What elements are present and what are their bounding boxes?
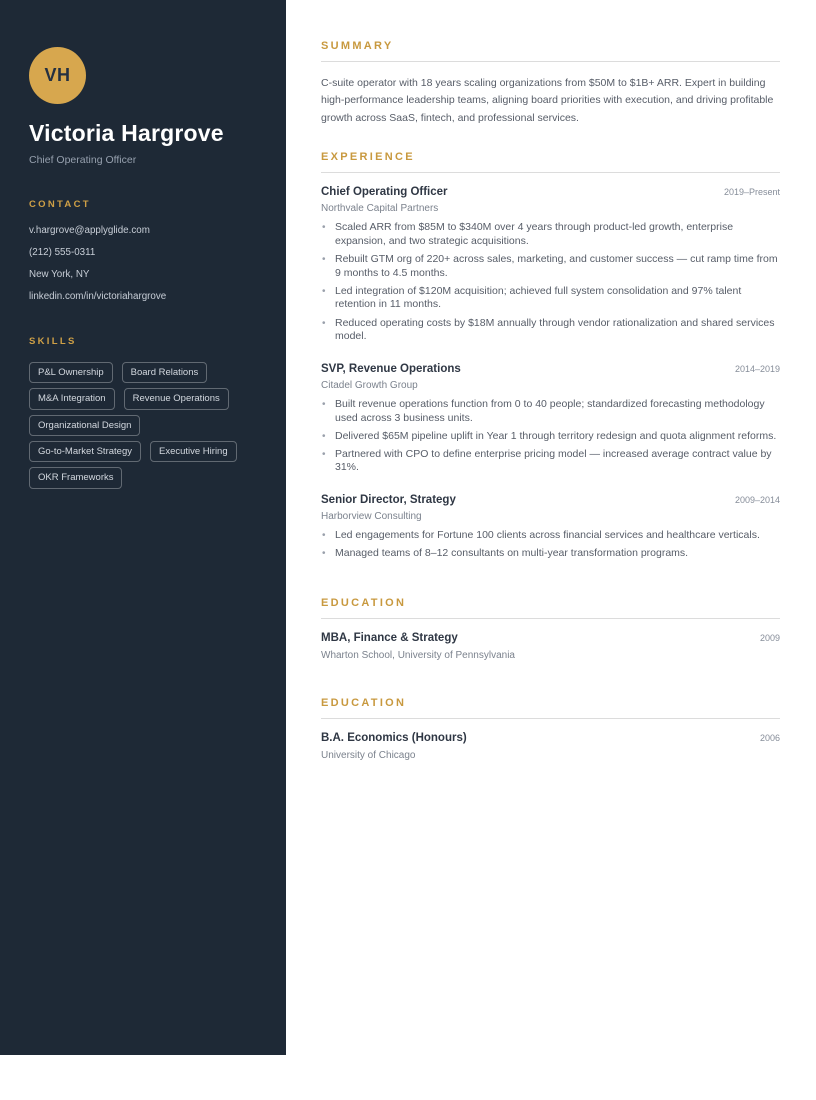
education-sections <box>321 597 780 761</box>
job-bullet: • Rebuilt GTM org of 220+ across sales, marketing, and customer success — cut ramp time from 9 months to 4.5 months. <box>321 253 780 280</box>
skill-chip: P&L Ownership <box>29 362 113 383</box>
job-header-row <box>321 494 780 506</box>
job-company: Citadel Growth Group <box>321 379 418 391</box>
summary-text: C-suite operator with 18 years scaling organizations from $50M to $1B+ ARR. Expert in building high-performance leadership teams, aligning board priorities with execution, and driving profitable growth across SaaS, fintech, and professional services. <box>321 77 774 124</box>
education-header-row <box>321 632 780 644</box>
experience-entry <box>321 363 780 475</box>
education-school: Wharton School, University of Pennsylvania <box>321 649 515 661</box>
job-bullet: • Led integration of $120M acquisition; achieved full system consolidation and 97% talent retention in 11 months. <box>321 285 780 312</box>
job-dates: 2019–Present <box>723 187 780 198</box>
experience-entry <box>321 186 780 344</box>
contact-heading: CONTACT <box>29 199 91 211</box>
contact-phone: (212) 555-0311 <box>29 247 96 259</box>
job-bullet: • Delivered $65M pipeline uplift in Year 1 through territory redesign and quota alignment reforms. <box>321 430 780 444</box>
skill-chip: OKR Frameworks <box>29 467 122 488</box>
job-bullet: • Scaled ARR from $85M to $340M over 4 years through product-led growth, enterprise expansion, and two strategic acquisitions. <box>321 221 780 248</box>
job-bullet: • Led engagements for Fortune 100 clients across financial services and healthcare verticals. <box>321 529 780 543</box>
experience-heading: EXPERIENCE <box>321 151 780 173</box>
skill-chip: Revenue Operations <box>124 388 229 409</box>
experience-entry <box>321 494 780 561</box>
job-bullet: • Built revenue operations function from 0 to 40 people; standardized forecasting methodology used across 3 business units. <box>321 398 780 425</box>
contact-linkedin[interactable]: linkedin.com/in/victoriahargrove <box>29 290 167 302</box>
skill-chip: Executive Hiring <box>150 441 237 462</box>
education-year: 2006 <box>759 732 780 743</box>
job-bullet-list <box>321 221 780 344</box>
education-school: University of Chicago <box>321 749 416 761</box>
job-bullet: • Reduced operating costs by $18M annually through vendor rationalization and shared services model. <box>321 317 780 344</box>
skills-list <box>29 362 260 489</box>
job-bullet-list <box>321 398 780 475</box>
skill-chip: Board Relations <box>122 362 208 383</box>
job-bullet: • Managed teams of 8–12 consultants on multi-year transformation programs. <box>321 547 780 561</box>
skill-chip: Organizational Design <box>29 415 140 436</box>
resume-main <box>286 0 816 797</box>
education-header-row <box>321 732 780 744</box>
contact-email[interactable]: v.hargrove@applyglide.com <box>29 225 150 237</box>
profile-name: Victoria Hargrove <box>29 120 224 146</box>
job-title: Chief Operating Officer <box>321 186 448 199</box>
education-degree: B.A. Economics (Honours) <box>321 731 467 744</box>
experience-list <box>321 186 780 561</box>
avatar <box>29 47 86 104</box>
education-year: 2009 <box>759 632 780 643</box>
skill-chip: Go-to-Market Strategy <box>29 441 141 462</box>
education-degree: MBA, Finance & Strategy <box>321 631 458 644</box>
skill-chip: M&A Integration <box>29 388 115 409</box>
contact-location: New York, NY <box>29 268 90 280</box>
education-section <box>321 597 780 661</box>
avatar-initials: VH <box>44 65 71 85</box>
job-bullet: • Partnered with CPO to define enterprise pricing model — increased average contract value by 31%. <box>321 448 780 475</box>
skills-heading: SKILLS <box>29 335 77 347</box>
contact-list <box>29 225 260 302</box>
education-section <box>321 697 780 761</box>
job-title: SVP, Revenue Operations <box>321 362 461 375</box>
job-header-row <box>321 186 780 198</box>
job-company: Northvale Capital Partners <box>321 203 439 215</box>
job-dates: 2009–2014 <box>734 495 780 506</box>
job-dates: 2014–2019 <box>734 363 780 374</box>
education-heading: EDUCATION <box>321 597 780 619</box>
sidebar <box>0 0 286 1055</box>
job-bullet-list <box>321 529 780 561</box>
profile-title: Chief Operating Officer <box>29 154 137 167</box>
job-company: Harborview Consulting <box>321 511 422 523</box>
experience-section <box>321 151 780 561</box>
education-heading: EDUCATION <box>321 697 780 719</box>
summary-heading: SUMMARY <box>321 40 780 62</box>
job-title: Senior Director, Strategy <box>321 494 456 507</box>
job-header-row <box>321 363 780 375</box>
summary-section <box>321 40 780 127</box>
